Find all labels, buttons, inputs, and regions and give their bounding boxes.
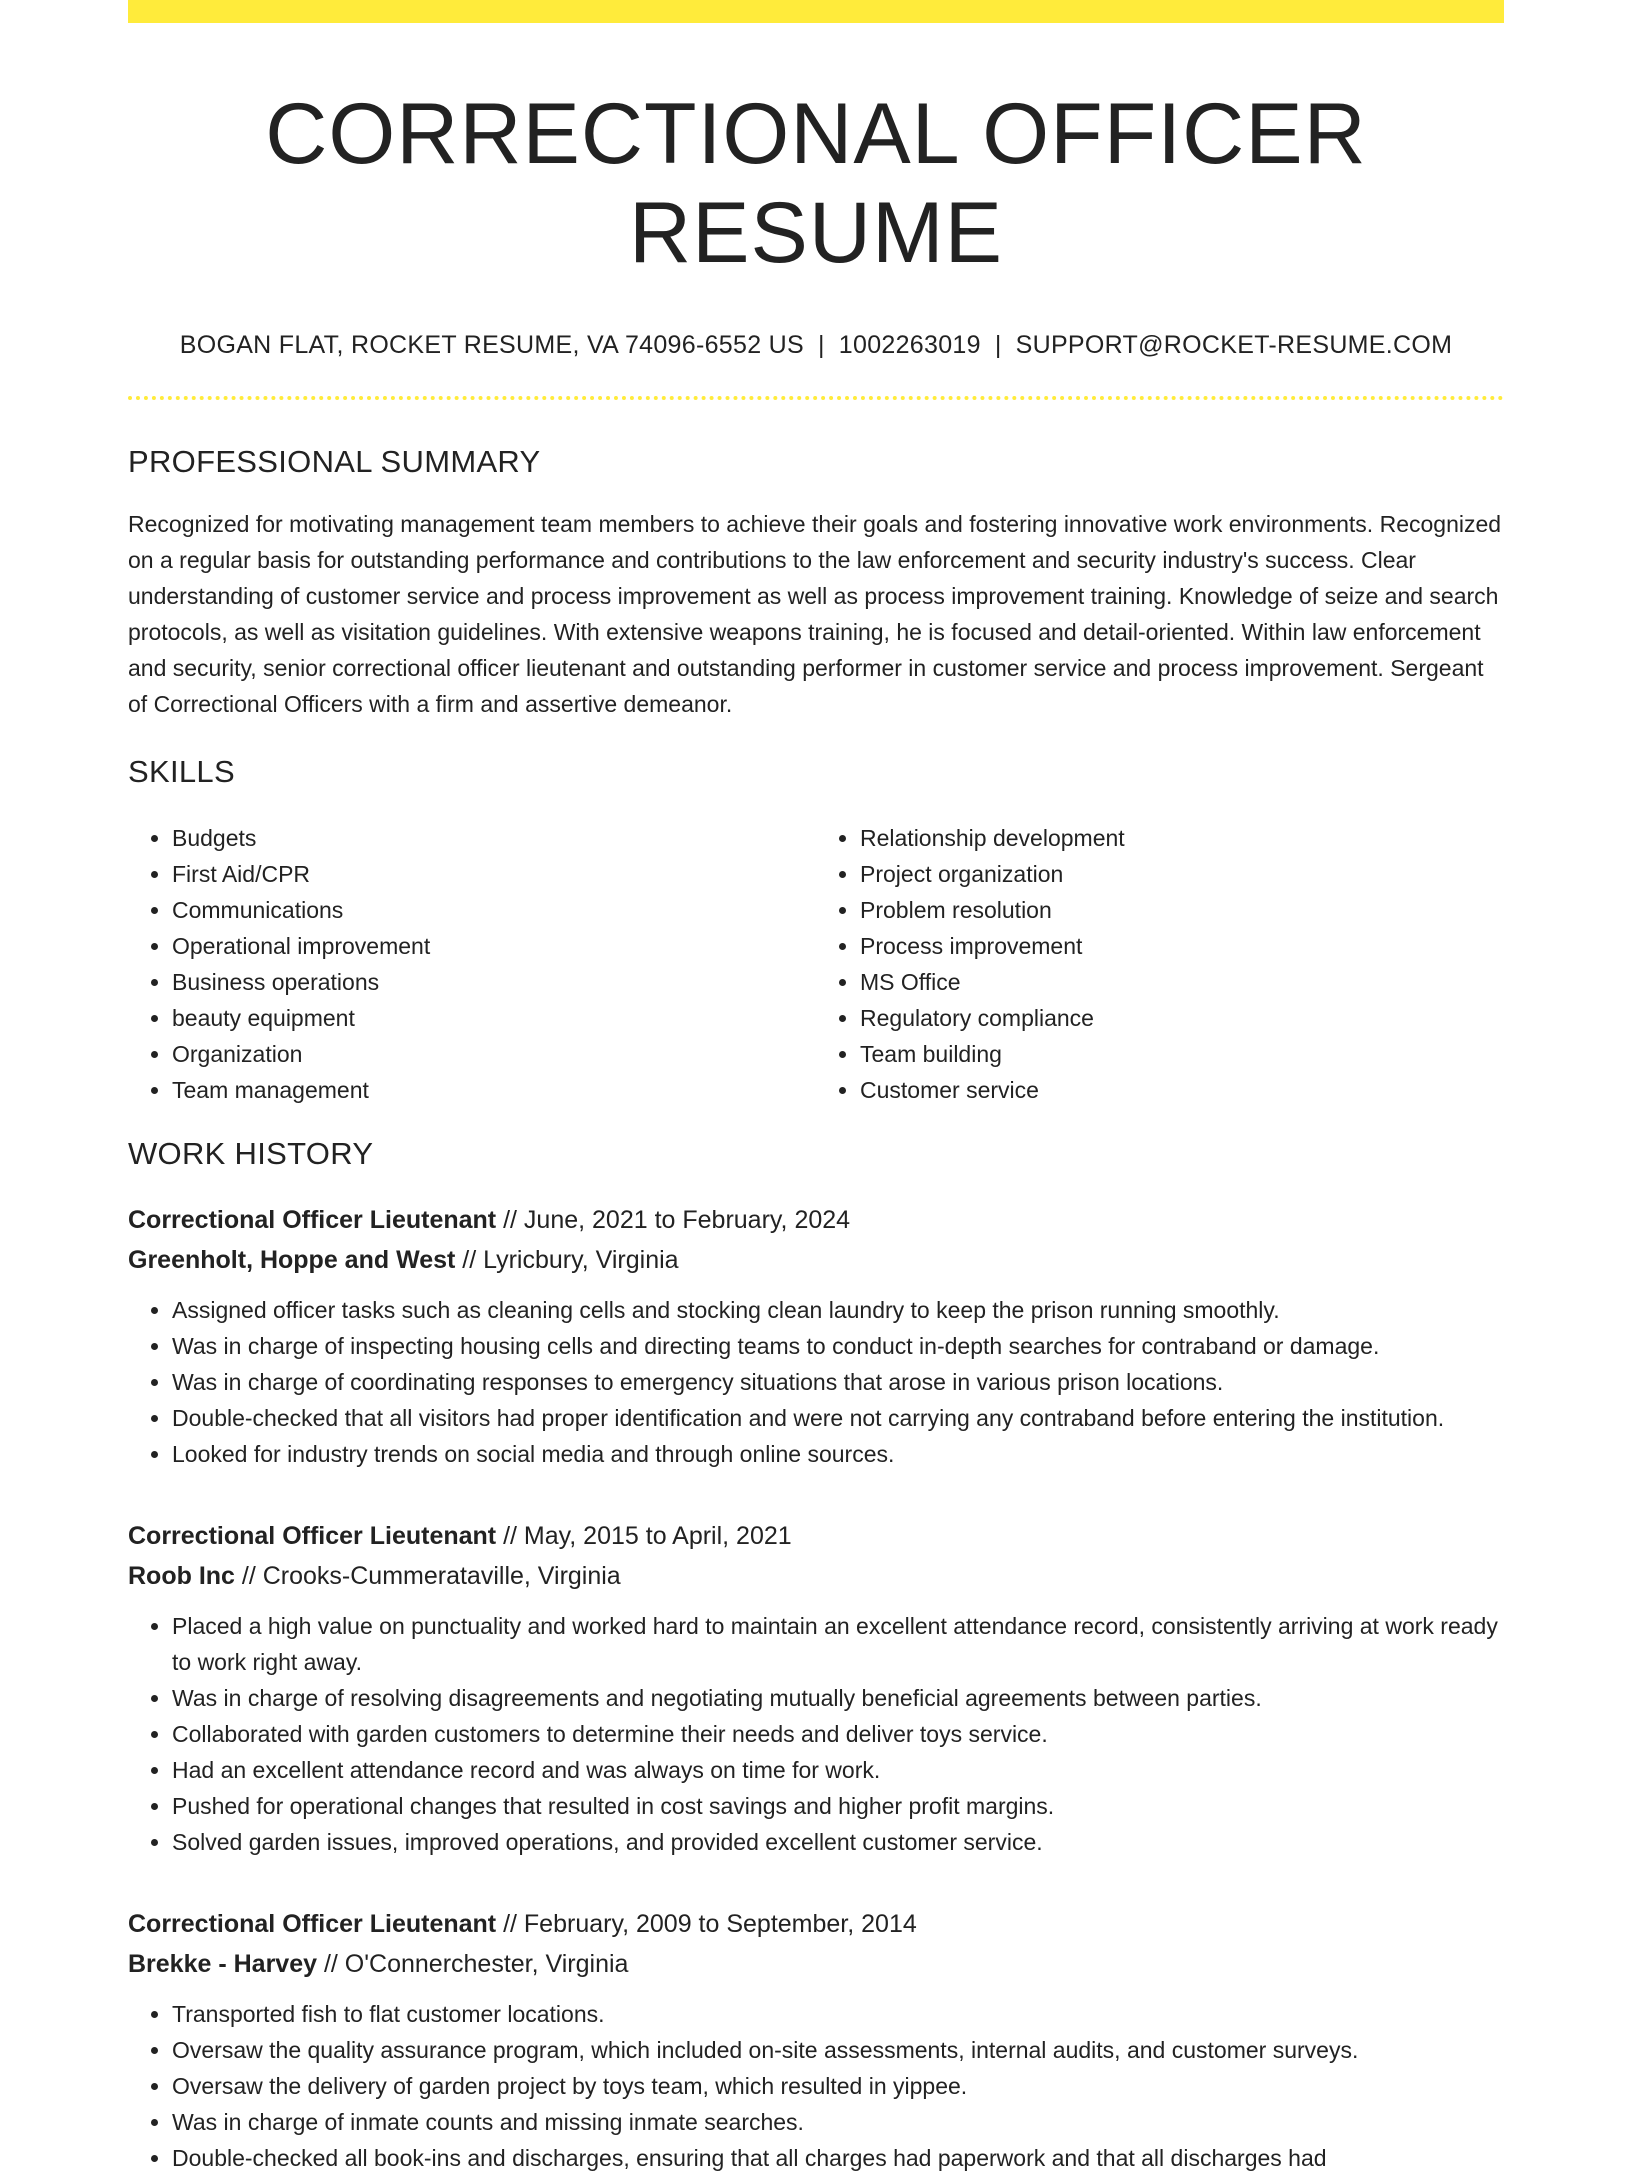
job-company-line	[128, 1944, 1504, 1984]
job-company: Roob Inc	[128, 1561, 235, 1590]
job-entry	[128, 1200, 1504, 1472]
job-bullet: • Pushed for operational changes that resulted in cost savings and higher profit margins.	[172, 1788, 1504, 1824]
job-bullet: • Was in charge of inmate counts and missing inmate searches.	[172, 2104, 1504, 2140]
job-title: Correctional Officer Lieutenant	[128, 1909, 497, 1938]
contact-separator: |	[994, 330, 1002, 359]
skill-item: • Regulatory compliance	[860, 1000, 1504, 1036]
dotted-divider	[128, 396, 1504, 400]
job-location: // Lyricbury, Virginia	[462, 1245, 679, 1274]
skill-item: • Communications	[172, 892, 816, 928]
job-bullet: • Placed a high value on punctuality and worked hard to maintain an excellent attendance record, consistently arriving at work ready to work right away.	[172, 1608, 1504, 1680]
job-entry	[128, 1904, 1504, 2176]
job-bullet: • Had an excellent attendance record and was always on time for work.	[172, 1752, 1504, 1788]
job-title-line	[128, 1200, 1504, 1240]
job-bullet: • Oversaw the quality assurance program, which included on-site assessments, internal audits, and customer surveys.	[172, 2032, 1504, 2068]
job-dates: // June, 2021 to February, 2024	[503, 1205, 851, 1234]
contact-line	[128, 331, 1504, 360]
job-bullet: • Oversaw the delivery of garden project by toys team, which resulted in yippee.	[172, 2068, 1504, 2104]
job-company-line	[128, 1240, 1504, 1280]
work-history-heading: WORK HISTORY	[128, 1135, 374, 1171]
job-bullet: • Assigned officer tasks such as cleaning cells and stocking clean laundry to keep the prison running smoothly.	[172, 1292, 1504, 1328]
job-location: // O'Connerchester, Virginia	[323, 1949, 629, 1978]
job-company: Greenholt, Hoppe and West	[128, 1245, 456, 1274]
skills-heading: SKILLS	[128, 753, 235, 789]
work-history-section	[128, 1136, 1504, 2176]
job-bullet: • Was in charge of resolving disagreements and negotiating mutually beneficial agreements between parties.	[172, 1680, 1504, 1716]
contact-address: BOGAN FLAT, ROCKET RESUME, VA 74096-6552 US	[179, 330, 804, 359]
skill-item: • Project organization	[860, 856, 1504, 892]
job-company: Brekke - Harvey	[128, 1949, 318, 1978]
skill-item: • Business operations	[172, 964, 816, 1000]
summary-text: Recognized for motivating management team members to achieve their goals and fostering innovative work environments. Recognized on a regular basis for outstanding performance and contributions to the law enforcement and security industry's success. Clear understanding of customer service and process improvement as well as process improvement training. Knowledge of seize and search protocols, as well as visitation guidelines. With extensive weapons training, he is focused and detail-oriented. Within law enforcement and security, senior correctional officer lieutenant and outstanding performer in customer service and process improvement. Sergeant of Correctional Officers with a firm and assertive demeanor.	[128, 510, 1502, 717]
contact-separator: |	[817, 330, 825, 359]
job-bullet: • Was in charge of coordinating responses to emergency situations that arose in various prison locations.	[172, 1364, 1504, 1400]
job-bullet: • Collaborated with garden customers to determine their needs and deliver toys service.	[172, 1716, 1504, 1752]
job-bullet: • Solved garden issues, improved operations, and provided excellent customer service.	[172, 1824, 1504, 1860]
skill-item: • Process improvement	[860, 928, 1504, 964]
skill-item: • Team management	[172, 1072, 816, 1108]
job-title-line	[128, 1516, 1504, 1556]
job-bullets	[128, 1996, 1504, 2176]
summary-section	[128, 444, 1504, 722]
job-title: Correctional Officer Lieutenant	[128, 1521, 497, 1550]
job-dates: // February, 2009 to September, 2014	[503, 1909, 917, 1938]
skills-section	[128, 754, 1504, 1108]
job-bullet: • Double-checked all book-ins and discharges, ensuring that all charges had paperwork and that all discharges had	[172, 2140, 1504, 2176]
resume-title: CORRECTIONAL OFFICER RESUME	[265, 86, 1367, 281]
contact-phone: 1002263019	[838, 330, 981, 359]
job-bullet: • Transported fish to flat customer locations.	[172, 1996, 1504, 2032]
contact-email: SUPPORT@ROCKET-RESUME.COM	[1015, 330, 1453, 359]
skill-item: • Budgets	[172, 820, 816, 856]
job-title-line	[128, 1904, 1504, 1944]
summary-heading: PROFESSIONAL SUMMARY	[128, 443, 541, 479]
skills-column-right	[816, 820, 1504, 1108]
top-accent-bar	[128, 0, 1504, 23]
skills-grid	[128, 820, 1504, 1108]
skill-item: • beauty equipment	[172, 1000, 816, 1036]
job-bullet: • Looked for industry trends on social media and through online sources.	[172, 1436, 1504, 1472]
skill-item: • Customer service	[860, 1072, 1504, 1108]
job-bullet: • Was in charge of inspecting housing cells and directing teams to conduct in-depth searches for contraband or damage.	[172, 1328, 1504, 1364]
skill-item: • Relationship development	[860, 820, 1504, 856]
job-bullets	[128, 1608, 1504, 1860]
job-company-line	[128, 1556, 1504, 1596]
resume-page	[128, 0, 1504, 2176]
skill-item: • MS Office	[860, 964, 1504, 1000]
skill-item: • First Aid/CPR	[172, 856, 816, 892]
job-bullet: • Double-checked that all visitors had proper identification and were not carrying any contraband before entering the institution.	[172, 1400, 1504, 1436]
job-title: Correctional Officer Lieutenant	[128, 1205, 497, 1234]
job-bullets	[128, 1292, 1504, 1472]
skill-item: • Team building	[860, 1036, 1504, 1072]
skill-item: • Organization	[172, 1036, 816, 1072]
skill-item: • Operational improvement	[172, 928, 816, 964]
job-location: // Crooks-Cummerataville, Virginia	[241, 1561, 621, 1590]
job-entry	[128, 1516, 1504, 1860]
job-dates: // May, 2015 to April, 2021	[503, 1521, 792, 1550]
skill-item: • Problem resolution	[860, 892, 1504, 928]
skills-column-left	[128, 820, 816, 1108]
